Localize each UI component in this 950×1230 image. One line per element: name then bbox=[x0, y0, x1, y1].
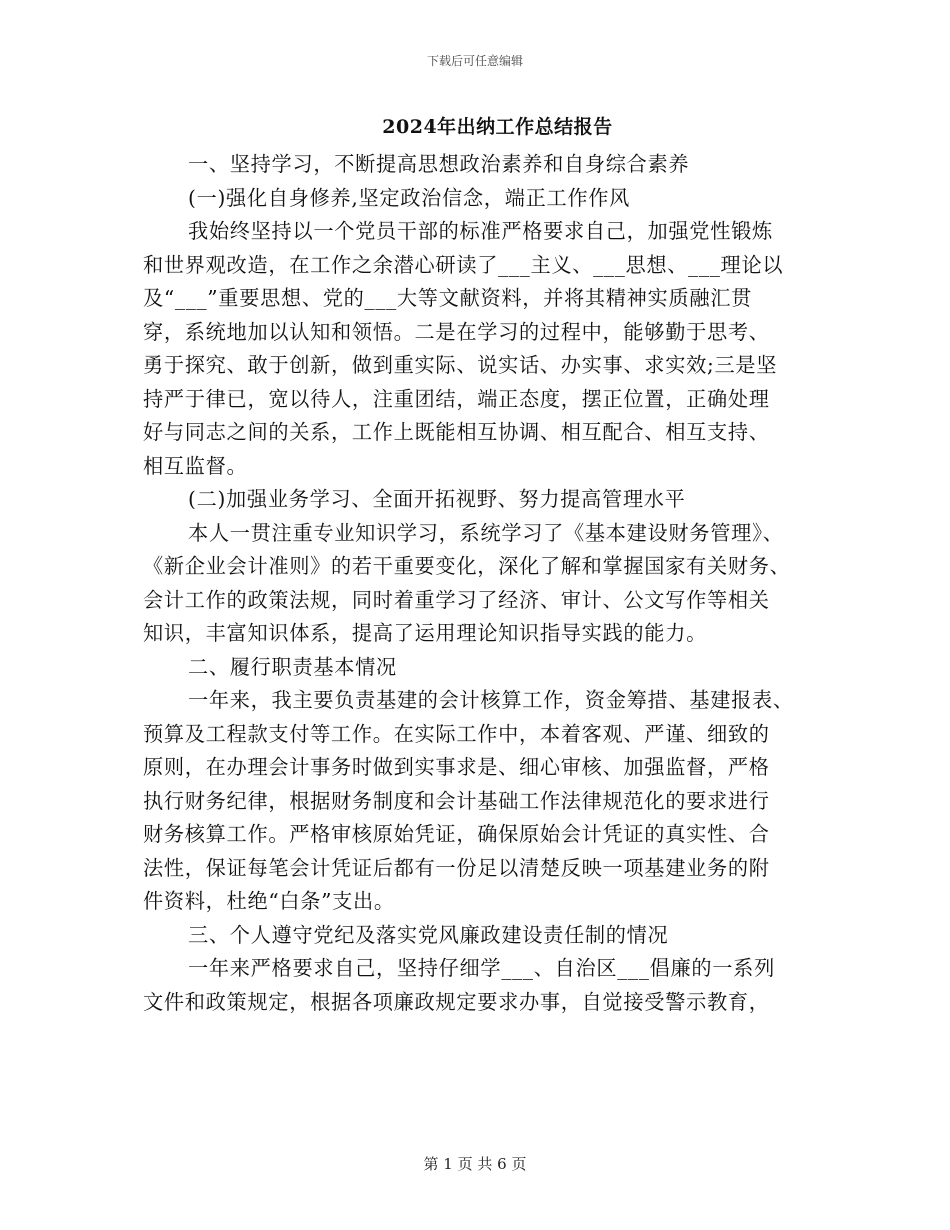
section-heading-2: 二、履行职责基本情况 bbox=[188, 654, 397, 679]
paragraph-line: 持严于律已，宽以待人，注重团结，端正态度，摆正位置，正确处理 bbox=[143, 386, 770, 411]
paragraph-line: 预算及工程款支付等工作。在实际工作中，本着客观、严谨、细致的 bbox=[143, 721, 770, 746]
paragraph-line: 和世界观改造，在工作之余潜心研读了___主义、___思想、___理论以 bbox=[143, 252, 784, 277]
paragraph-line: 勇于探究、敢于创新，做到重实际、说实话、办实事、求实效;三是坚 bbox=[143, 353, 778, 377]
section-heading-3: 三、个人遵守党纪及落实党风廉政建设责任制的情况 bbox=[188, 922, 669, 947]
document-body bbox=[143, 148, 811, 1019]
paragraph-line: 一年来严格要求自己，坚持仔细学___、自治区___倡廉的一系列 bbox=[188, 956, 775, 980]
paragraph-line: 执行财务纪律，根据财务制度和会计基础工作法律规范化的要求进行 bbox=[143, 788, 770, 813]
paragraph-line: 法性，保证每笔会计凭证后都有一份足以清楚反映一项基建业务的附 bbox=[143, 855, 770, 880]
paragraph-line: 件资料，杜绝“白条”支出。 bbox=[143, 889, 395, 913]
page-number: 第 1 页 共 6 页 bbox=[423, 1155, 527, 1173]
paragraph-line: 穿，系统地加以认知和领悟。二是在学习的过程中，能够勤于思考、 bbox=[143, 319, 770, 344]
subsection-heading-1-2: (二)加强业务学习、全面开拓视野、努力提高管理水平 bbox=[188, 487, 686, 511]
paragraph-line: 会计工作的政策法规，同时着重学习了经济、审计、公文写作等相关 bbox=[143, 587, 770, 612]
paragraph-line: 《新企业会计准则》的若干重要变化，深化了解和掌握国家有关财务、 bbox=[143, 554, 791, 578]
paragraph-line: 本人一贯注重专业知识学习，系统学习了《基本建设财务管理》、 bbox=[188, 520, 784, 545]
paragraph-line: 原则，在办理会计事务时做到实事求是、细心审核、加强监督，严格 bbox=[143, 755, 770, 779]
paragraph-line: 财务核算工作。严格审核原始凭证，确保原始会计凭证的真实性、合 bbox=[143, 822, 770, 846]
paragraph-line: 好与同志之间的关系，工作上既能相互协调、相互配合、相互支持、 bbox=[143, 420, 770, 444]
paragraph-line: 我始终坚持以一个党员干部的标准严格要求自己，加强党性锻炼 bbox=[188, 219, 773, 243]
subsection-heading-1-1: (一)强化自身修养,坚定政治信念，端正工作作风 bbox=[188, 185, 631, 210]
page-header-note: 下载后可任意编辑 bbox=[426, 54, 523, 68]
section-heading-1: 一、坚持学习，不断提高思想政治素养和自身综合素养 bbox=[188, 152, 690, 176]
paragraph-line: 一年来，我主要负责基建的会计核算工作，资金筹措、基建报表、 bbox=[188, 688, 794, 712]
paragraph-line: 文件和政策规定，根据各项廉政规定要求办事，自觉接受警示教育， bbox=[143, 989, 770, 1014]
paragraph-line: 知识，丰富知识体系，提高了运用理论知识指导实践的能力。 bbox=[143, 621, 707, 645]
paragraph-line: 相互监督。 bbox=[143, 453, 248, 478]
paragraph-line: 及“___”重要思想、党的___大等文献资料，并将其精神实质融汇贯 bbox=[143, 286, 752, 310]
document-title: 2024年出纳工作总结报告 bbox=[382, 116, 613, 138]
